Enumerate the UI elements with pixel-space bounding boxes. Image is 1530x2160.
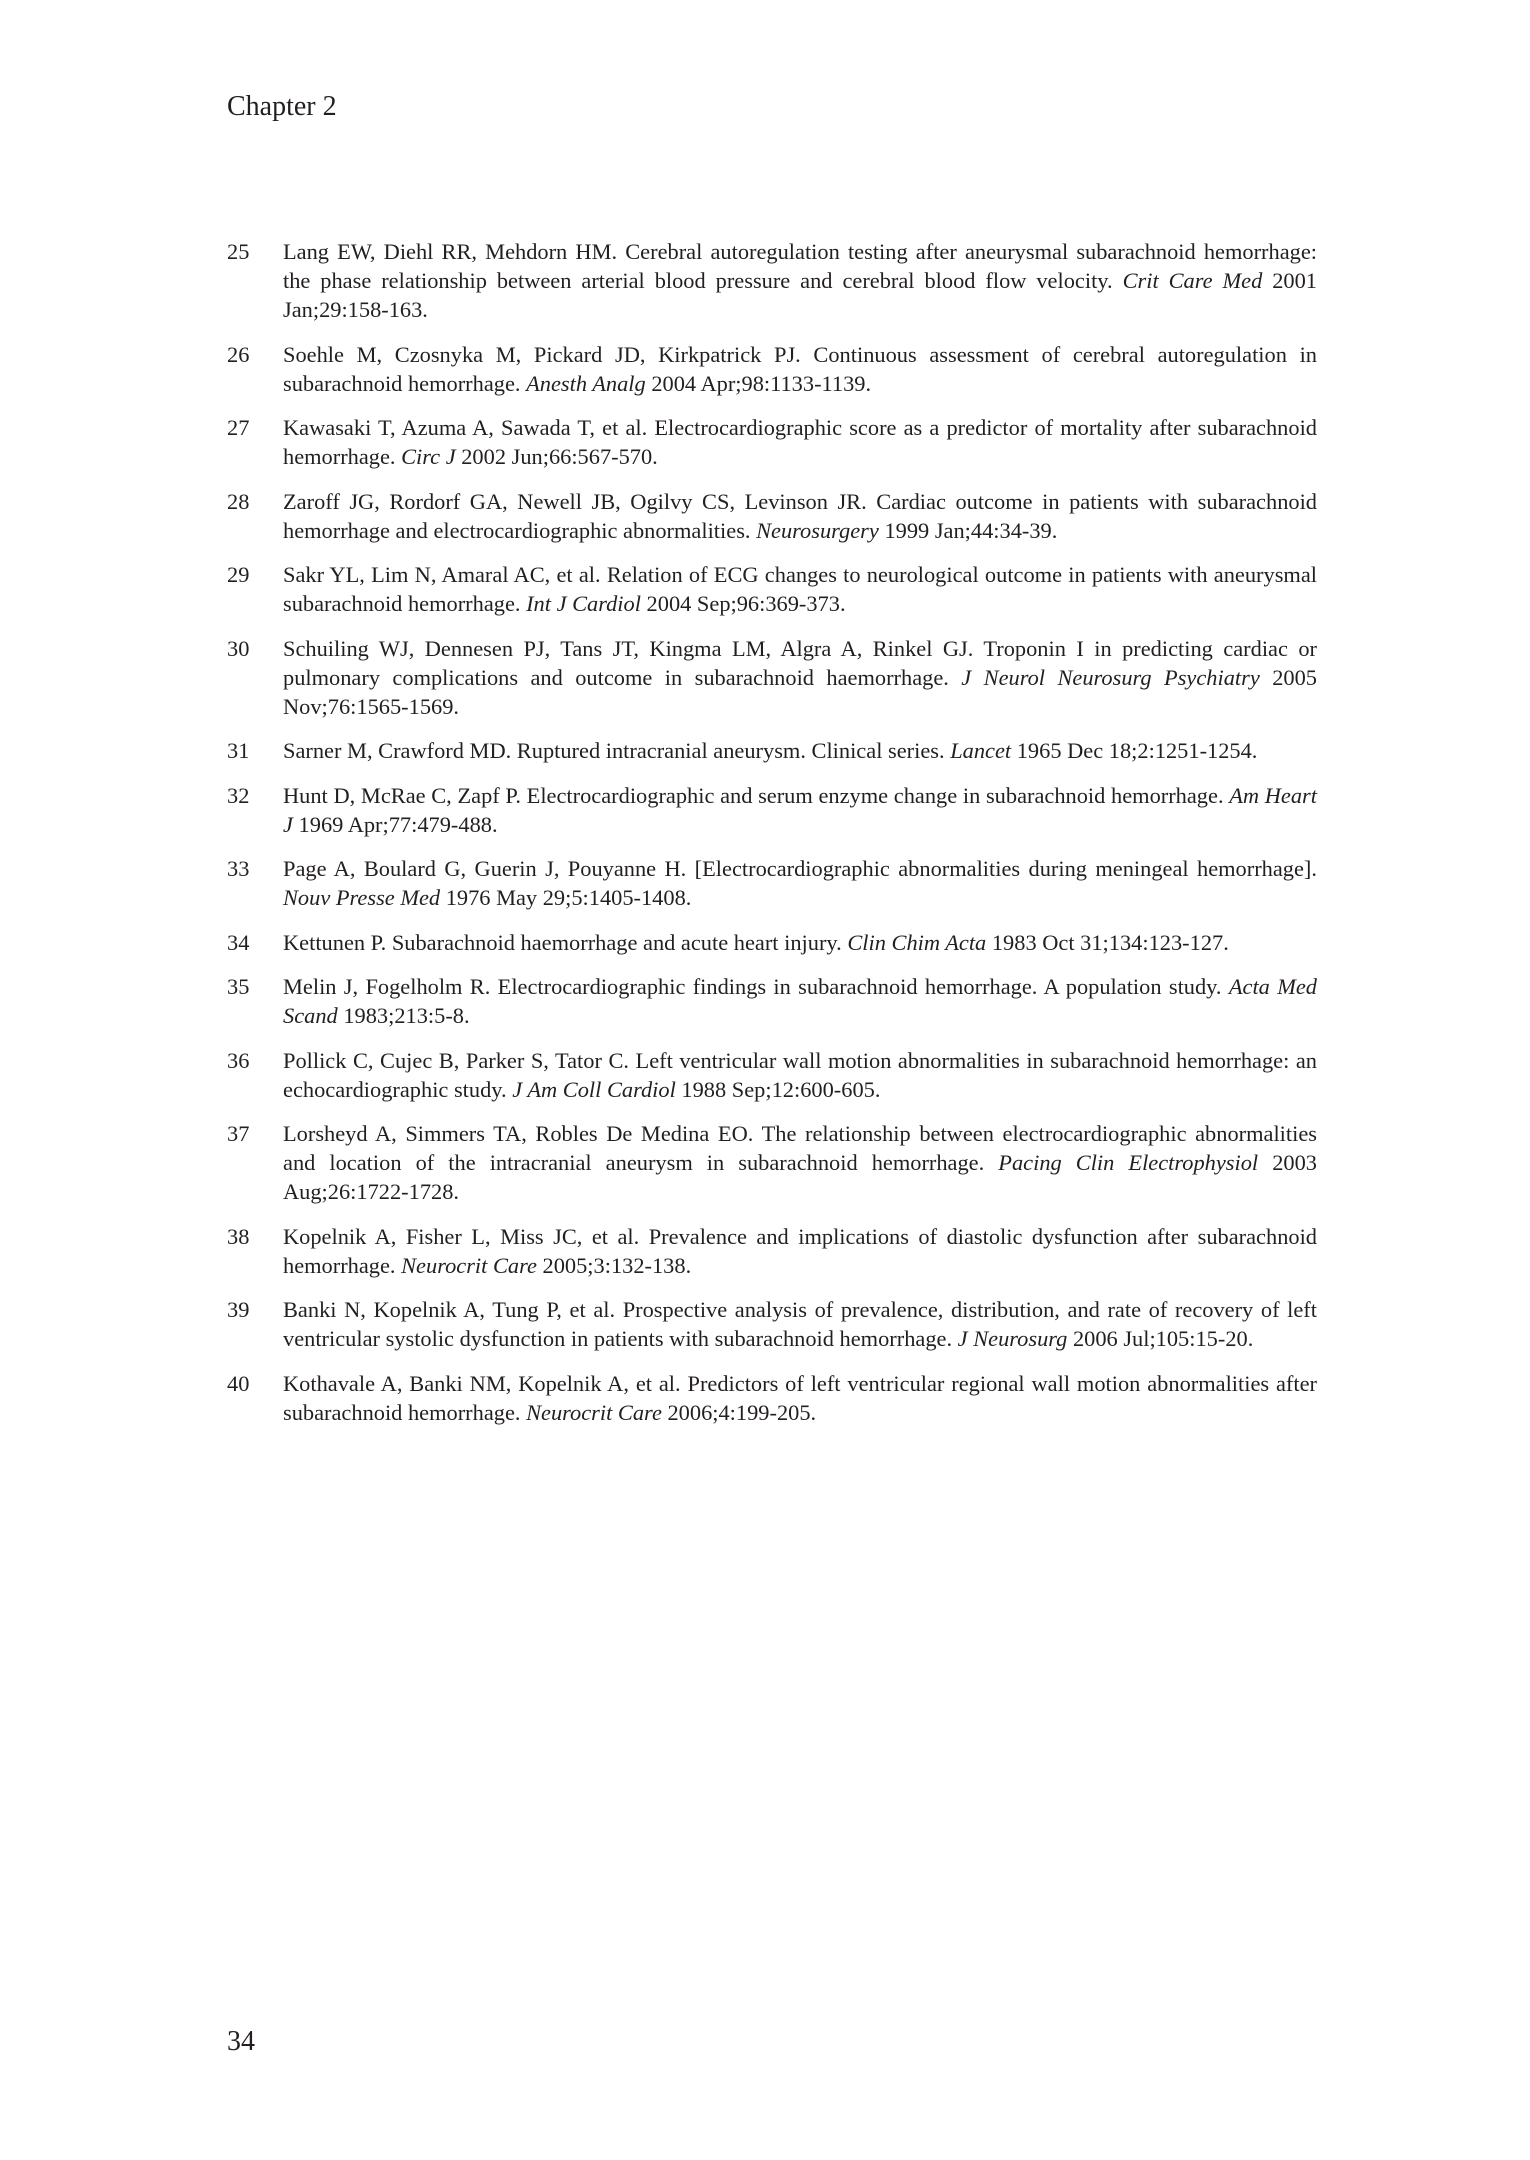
reference-authors-title: Lorsheyd A, Simmers TA, Robles De Medina EO. The relationship between electrocardiographic abnormalities and location of the intracranial aneurysm in subarachnoid hemorrhage. <box>283 1121 1317 1175</box>
reference-journal: Neurosurgery <box>756 517 879 543</box>
reference-journal: Am Heart J <box>283 782 1317 837</box>
reference-citation: 1965 Dec 18;2:1251-1254. <box>1011 738 1258 763</box>
reference-item <box>227 1046 1317 1104</box>
reference-number: 31 <box>227 738 250 763</box>
reference-number: 36 <box>227 1047 250 1073</box>
reference-authors-title: Zaroff JG, Rordorf GA, Newell JB, Ogilvy CS, Levinson JR. Cardiac outcome in patients with subarachnoid hemorrhage and electrocardiographic abnormalities. <box>283 488 1317 543</box>
reference-number: 26 <box>227 341 250 367</box>
reference-citation: 1999 Jan;44:34-39. <box>878 517 1058 543</box>
reference-authors-title: Melin J, Fogelholm R. Electrocardiographic findings in subarachnoid hemorrhage. A population study. <box>283 974 1229 999</box>
reference-number: 35 <box>227 974 250 999</box>
reference-item <box>227 560 1317 618</box>
running-header-chapter: Chapter 2 <box>227 91 337 122</box>
reference-text <box>283 237 1317 324</box>
reference-journal: Lancet <box>950 738 1012 763</box>
reference-number: 34 <box>227 929 250 955</box>
reference-number: 32 <box>227 782 250 808</box>
reference-number: 27 <box>227 415 250 440</box>
reference-text <box>283 1046 1317 1104</box>
reference-journal: Pacing Clin Electrophysiol <box>998 1150 1259 1175</box>
reference-text <box>283 560 1317 618</box>
reference-citation: 1969 Apr;77:479-488. <box>292 811 498 837</box>
reference-item <box>227 1295 1317 1353</box>
reference-number: 29 <box>227 562 250 587</box>
reference-list <box>227 237 1317 1442</box>
reference-item <box>227 736 1317 765</box>
reference-text <box>283 928 1317 957</box>
reference-item <box>227 928 1317 957</box>
reference-journal: Acta Med Scand <box>283 974 1317 1028</box>
reference-journal: Neurocrit Care <box>401 1252 537 1278</box>
reference-citation: 1983;213:5-8. <box>337 1003 470 1028</box>
reference-text <box>283 736 1317 765</box>
reference-authors-title: Pollick C, Cujec B, Parker S, Tator C. Left ventricular wall motion abnormalities in subarachnoid hemorrhage: an echocardiographic study. <box>283 1047 1317 1102</box>
reference-item <box>227 237 1317 324</box>
reference-journal: Int J Cardiol <box>526 591 641 616</box>
reference-text <box>283 1369 1317 1427</box>
reference-item <box>227 413 1317 471</box>
reference-number: 37 <box>227 1121 250 1146</box>
reference-citation: 2005;3:132-138. <box>536 1252 692 1278</box>
page-number: 34 <box>227 2026 255 2057</box>
reference-authors-title: Schuiling WJ, Dennesen PJ, Tans JT, Kingma LM, Algra A, Rinkel GJ. Troponin I in predicting cardiac or pulmonary complications and outcome in subarachnoid haemorrhage. <box>283 635 1317 690</box>
reference-citation: 2001 Jan;29:158-163. <box>283 268 1317 322</box>
reference-authors-title: Sarner M, Crawford MD. Ruptured intracranial aneurysm. Clinical series. <box>283 738 951 763</box>
reference-citation: 2005 Nov;76:1565-1569. <box>283 664 1317 719</box>
reference-item <box>227 340 1317 398</box>
reference-authors-title: Lang EW, Diehl RR, Mehdorn HM. Cerebral autoregulation testing after aneurysmal subarachnoid hemorrhage: the phase relationship between arterial blood pressure and cerebral blood flow velocity. <box>283 239 1317 293</box>
reference-text <box>283 972 1317 1030</box>
reference-text <box>283 413 1317 471</box>
reference-authors-title: Sakr YL, Lim N, Amaral AC, et al. Relation of ECG changes to neurological outcome in patients with aneurysmal subarachnoid hemorrhage. <box>283 562 1317 616</box>
reference-item <box>227 854 1317 912</box>
reference-item <box>227 1369 1317 1427</box>
reference-authors-title: Banki N, Kopelnik A, Tung P, et al. Prospective analysis of prevalence, distribution, and rate of recovery of left ventricular systolic dysfunction in patients with subarachnoid hemorrhage. <box>283 1297 1317 1351</box>
reference-item <box>227 634 1317 721</box>
reference-citation: 1988 Sep;12:600-605. <box>675 1076 881 1102</box>
reference-journal: Circ J <box>401 444 456 469</box>
reference-text <box>283 854 1317 912</box>
reference-citation: 1983 Oct 31;134:123-127. <box>986 929 1229 955</box>
reference-text <box>283 340 1317 398</box>
reference-authors-title: Kawasaki T, Azuma A, Sawada T, et al. Electrocardiographic score as a predictor of mortality after subarachnoid hemorrhage. <box>283 415 1317 469</box>
reference-number: 40 <box>227 1370 250 1396</box>
reference-citation: 2004 Apr;98:1133-1139. <box>645 370 872 396</box>
reference-journal: Anesth Analg <box>526 370 646 396</box>
reference-citation: 2002 Jun;66:567-570. <box>455 444 658 469</box>
reference-number: 33 <box>227 856 250 881</box>
reference-item <box>227 1222 1317 1280</box>
reference-authors-title: Kothavale A, Banki NM, Kopelnik A, et al. Predictors of left ventricular regional wall motion abnormalities after subarachnoid hemorrhage. <box>283 1370 1317 1425</box>
reference-citation: 2004 Sep;96:369-373. <box>640 591 846 616</box>
reference-citation: 2006;4:199-205. <box>661 1399 817 1425</box>
reference-text <box>283 634 1317 721</box>
reference-item <box>227 972 1317 1030</box>
reference-authors-title: Page A, Boulard G, Guerin J, Pouyanne H. [Electrocardiographic abnormalities during meningeal hemorrhage]. <box>283 856 1317 881</box>
reference-journal: Crit Care Med <box>1122 268 1263 293</box>
reference-journal: J Am Coll Cardiol <box>512 1076 676 1102</box>
reference-journal: J Neurosurg <box>957 1326 1068 1351</box>
reference-text <box>283 1119 1317 1206</box>
reference-authors-title: Kopelnik A, Fisher L, Miss JC, et al. Prevalence and implications of diastolic dysfunction after subarachnoid hemorrhage. <box>283 1223 1317 1278</box>
reference-number: 25 <box>227 239 250 264</box>
reference-authors-title: Kettunen P. Subarachnoid haemorrhage and acute heart injury. <box>283 929 848 955</box>
reference-text <box>283 781 1317 839</box>
reference-item <box>227 1119 1317 1206</box>
reference-citation: 1976 May 29;5:1405-1408. <box>440 885 692 910</box>
reference-journal: Nouv Presse Med <box>283 885 441 910</box>
reference-number: 28 <box>227 488 250 514</box>
reference-number: 30 <box>227 635 250 661</box>
reference-authors-title: Hunt D, McRae C, Zapf P. Electrocardiographic and serum enzyme change in subarachnoid hemorrhage. <box>283 782 1230 808</box>
reference-journal: Neurocrit Care <box>526 1399 662 1425</box>
reference-item <box>227 781 1317 839</box>
reference-text <box>283 1222 1317 1280</box>
reference-text <box>283 487 1317 545</box>
reference-number: 38 <box>227 1223 250 1249</box>
reference-authors-title: Soehle M, Czosnyka M, Pickard JD, Kirkpatrick PJ. Continuous assessment of cerebral autoregulation in subarachnoid hemorrhage. <box>283 341 1317 396</box>
reference-number: 39 <box>227 1297 250 1322</box>
reference-text <box>283 1295 1317 1353</box>
reference-journal: J Neurol Neurosurg Psychiatry <box>961 664 1260 690</box>
reference-item <box>227 487 1317 545</box>
reference-journal: Clin Chim Acta <box>847 929 987 955</box>
reference-citation: 2006 Jul;105:15-20. <box>1067 1326 1254 1351</box>
reference-citation: 2003 Aug;26:1722-1728. <box>283 1150 1317 1204</box>
